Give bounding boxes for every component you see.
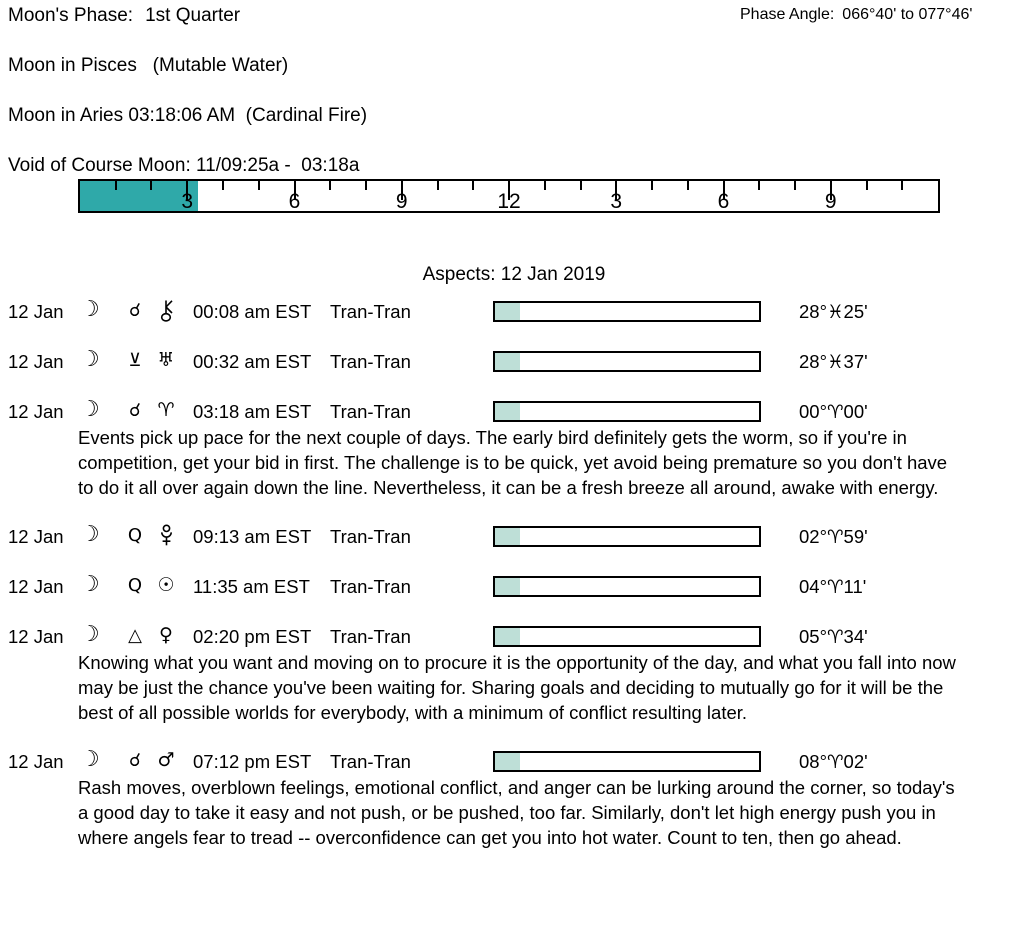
phase-angle-value: 066°40' to 077°46': [842, 6, 973, 23]
aspect-position: 08°♈02': [799, 751, 868, 772]
timeline-tick-label: 3: [610, 190, 623, 213]
pluto-icon: [152, 524, 180, 547]
venus-icon: ♀: [159, 624, 173, 646]
aspect-time: 00:32 am EST: [193, 351, 312, 372]
aspect-progress-fill: [495, 578, 520, 595]
aspects-title: Aspects: 12 Jan 2019: [422, 264, 606, 285]
aspect-row: [0, 747, 1028, 775]
aspect-date: 12 Jan: [8, 526, 64, 547]
aspect-date: 12 Jan: [8, 301, 64, 322]
aspect-type: Tran-Tran: [330, 576, 411, 597]
timeline-tick-label: 3: [181, 190, 194, 213]
moons-phase-value: 1st Quarter: [145, 5, 241, 26]
conjunction-icon: ☌: [128, 750, 142, 771]
moon-icon: ☽: [80, 522, 100, 547]
timeline-tick: [329, 181, 331, 190]
aspect-time: 09:13 am EST: [193, 526, 312, 547]
moon-icon: ☽: [80, 747, 100, 772]
aspect-row: [0, 397, 1028, 425]
aspect-date: 12 Jan: [8, 751, 64, 772]
aspect-date: 12 Jan: [8, 401, 64, 422]
timeline-tick-label: 6: [717, 190, 730, 213]
aspect-time: 11:35 am EST: [193, 576, 310, 597]
aspect-time: 02:20 pm EST: [193, 626, 312, 647]
phase-angle-label: Phase Angle:: [740, 6, 835, 23]
voc-timeline: [78, 179, 940, 213]
aspect-date: 12 Jan: [8, 576, 64, 597]
aspect-note: Rash moves, overblown feelings, emotional conflict, and anger can be lurking around the corner, so today's a good day to take it easy and not push, or be pushed, too far. Similarly, don't let high energy push you in where angels fear to tread -- overconfidence can get you into hot water. Count to ten, then go ahead.: [78, 777, 955, 848]
aspect-row: [0, 522, 1028, 550]
aspect-progress-fill: [495, 403, 520, 420]
aspect-time: 07:12 pm EST: [193, 751, 312, 772]
timeline-tick: [472, 181, 474, 190]
aspect-note: Events pick up pace for the next couple of days. The early bird definitely gets the worm, so if you're in competition, get your bid in first. The challenge is to be quick, yet avoid being premature so you don't have to do it all over again down the line. Nevertheless, it can be a fresh breeze all around, awake with energy.: [78, 427, 948, 498]
aspect-progress-bar: [493, 626, 761, 647]
aspect-type: Tran-Tran: [330, 526, 411, 547]
moons-phase-line: [8, 5, 240, 27]
aspect-progress-bar: [493, 526, 761, 547]
aspect-position: 02°♈59': [799, 526, 868, 547]
quintile-icon: Q: [127, 575, 143, 596]
timeline-tick: [115, 181, 117, 190]
timeline-tick: [150, 181, 152, 190]
aspect-row: [0, 622, 1028, 650]
timeline-tick: [794, 181, 796, 190]
aspect-row: [0, 297, 1028, 325]
aspect-type: Tran-Tran: [330, 351, 411, 372]
semisextile-icon: ⊻: [128, 350, 142, 371]
timeline-tick-label: 9: [824, 190, 837, 213]
aspect-row: [0, 347, 1028, 375]
aspect-type: Tran-Tran: [330, 301, 411, 322]
aspect-progress-bar: [493, 576, 761, 597]
voc-timeline-fill: [80, 181, 198, 211]
timeline-tick: [651, 181, 653, 190]
timeline-tick: [258, 181, 260, 190]
timeline-tick-label: 12: [497, 190, 521, 213]
timeline-tick: [866, 181, 868, 190]
aspect-time: 00:08 am EST: [193, 301, 312, 322]
aspect-type: Tran-Tran: [330, 626, 411, 647]
timeline-tick: [222, 181, 224, 190]
phase-angle-line: [740, 6, 972, 24]
aspect-position: 05°♈34': [799, 626, 868, 647]
aspect-note: Knowing what you want and moving on to procure it is the opportunity of the day, and what you fall into now may be just the chance you've been waiting for. Sharing goals and deciding to mutually go for it will be the best of all possible worlds for everybody, with a minimum of conflict resulting later.: [78, 652, 956, 723]
timeline-tick-label: 6: [288, 190, 301, 213]
aspect-date: 12 Jan: [8, 626, 64, 647]
aspect-date: 12 Jan: [8, 351, 64, 372]
conjunction-icon: ☌: [128, 400, 142, 421]
aspect-position: 04°♈11': [799, 576, 867, 597]
moon-icon: ☽: [80, 622, 100, 647]
moon-icon: ☽: [80, 397, 100, 422]
timeline-tick: [437, 181, 439, 190]
conjunction-icon: ☌: [128, 300, 142, 321]
timeline-tick: [758, 181, 760, 190]
aspect-progress-fill: [495, 753, 520, 770]
aspect-type: Tran-Tran: [330, 401, 411, 422]
voc-moon-line: Void of Course Moon: 11/09:25a - 03:18a: [8, 155, 360, 176]
timeline-tick-label: 9: [395, 190, 408, 213]
aspect-progress-bar: [493, 401, 761, 422]
moon-sign-aries-line: Moon in Aries 03:18:06 AM (Cardinal Fire): [8, 105, 368, 126]
moon-icon: ☽: [80, 297, 100, 322]
aspect-time: 03:18 am EST: [193, 401, 312, 422]
aspect-position: 28°♓37': [799, 351, 868, 372]
aspect-progress-bar: [493, 301, 761, 322]
sun-icon: ☉: [157, 574, 175, 596]
timeline-tick: [687, 181, 689, 190]
timeline-tick: [580, 181, 582, 190]
aspect-progress-bar: [493, 351, 761, 372]
aspect-progress-fill: [495, 628, 520, 645]
quintile-icon: Q: [127, 525, 143, 546]
moon-icon: ☽: [80, 347, 100, 372]
mars-icon: ♂: [157, 749, 175, 771]
aspect-progress-fill: [495, 528, 520, 545]
moons-phase-label: Moon's Phase:: [8, 5, 134, 26]
aspect-type: Tran-Tran: [330, 751, 411, 772]
uranus-icon: ♅: [157, 349, 175, 371]
aspect-row: [0, 572, 1028, 600]
timeline-tick: [901, 181, 903, 190]
moon-icon: ☽: [80, 572, 100, 597]
aspect-progress-bar: [493, 751, 761, 772]
aries-icon: ♈: [157, 399, 175, 421]
timeline-tick: [544, 181, 546, 190]
moon-sign-pisces-line: Moon in Pisces (Mutable Water): [8, 55, 289, 76]
aspect-progress-fill: [495, 303, 520, 320]
timeline-tick: [365, 181, 367, 190]
trine-icon: △: [128, 625, 142, 646]
aspects-section: [0, 264, 1028, 875]
chiron-icon: [152, 299, 180, 322]
aspect-progress-fill: [495, 353, 520, 370]
aspect-position: 28°♓25': [799, 301, 868, 322]
aspect-position: 00°♈00': [799, 401, 868, 422]
